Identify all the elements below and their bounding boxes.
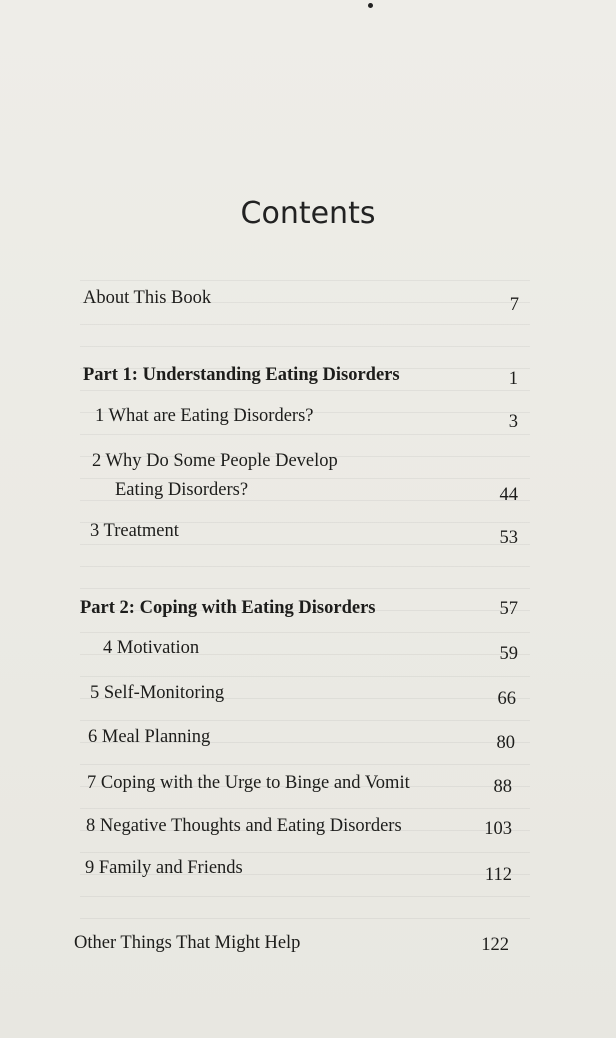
toc-page-chapter-4: 59 bbox=[499, 644, 518, 664]
toc-chapter-2-continued: Eating Disorders? bbox=[115, 480, 249, 500]
toc-page-chapter-2: 44 bbox=[499, 485, 518, 505]
toc-page-chapter-9: 112 bbox=[484, 865, 512, 885]
toc-page-chapter-1: 3 bbox=[508, 412, 518, 432]
toc-chapter-8: 8 Negative Thoughts and Eating Disorders bbox=[86, 816, 402, 836]
toc-part-1-heading: Part 1: Understanding Eating Disorders bbox=[83, 365, 400, 385]
toc-page-chapter-7: 88 bbox=[493, 777, 512, 797]
toc-entry-other: Other Things That Might Help bbox=[74, 933, 301, 953]
toc-chapter-9: 9 Family and Friends bbox=[85, 858, 243, 878]
toc-chapter-1: 1 What are Eating Disorders? bbox=[95, 406, 314, 426]
toc-chapter-7: 7 Coping with the Urge to Binge and Vomit bbox=[87, 773, 410, 793]
toc-page-about: 7 bbox=[509, 295, 519, 315]
toc-chapter-3: 3 Treatment bbox=[90, 521, 179, 541]
toc-page-chapter-6: 80 bbox=[496, 733, 515, 753]
toc-chapter-4: 4 Motivation bbox=[103, 638, 200, 658]
toc-entry-about: About This Book bbox=[83, 288, 212, 308]
ink-speck bbox=[368, 3, 373, 8]
toc-chapter-5: 5 Self-Monitoring bbox=[90, 683, 225, 703]
toc-page-part-1: 1 bbox=[508, 369, 518, 389]
toc-page-chapter-3: 53 bbox=[499, 528, 518, 548]
page-title: Contents bbox=[240, 196, 376, 231]
toc-page-other: 122 bbox=[481, 935, 509, 955]
toc-page-chapter-5: 66 bbox=[497, 689, 516, 709]
toc-chapter-2: 2 Why Do Some People Develop bbox=[92, 451, 338, 471]
toc-part-2-heading: Part 2: Coping with Eating Disorders bbox=[80, 598, 376, 618]
toc-page-chapter-8: 103 bbox=[484, 819, 512, 839]
toc-page-part-2: 57 bbox=[499, 599, 518, 619]
toc-chapter-6: 6 Meal Planning bbox=[88, 727, 211, 747]
